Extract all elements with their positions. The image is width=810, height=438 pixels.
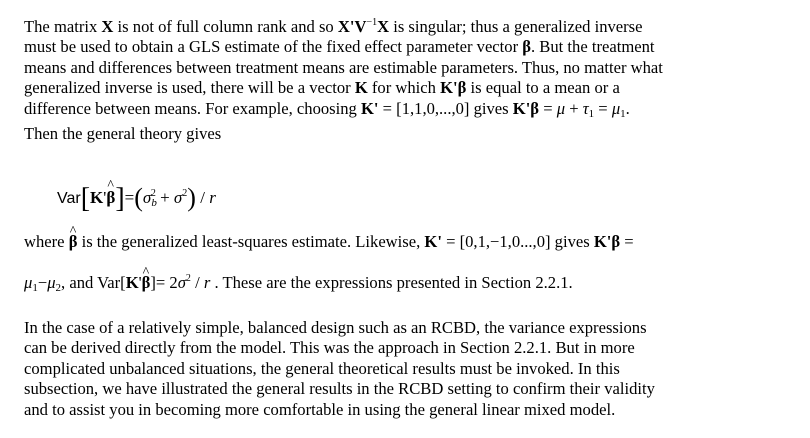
p3-line-2: can be derived directly from the model. This was the approach in Section 2.2.1. But in more xyxy=(24,338,635,358)
paragraph-gls-estimability xyxy=(24,13,796,144)
p2-line-2: $\mu_1-\mu_2$, and Var[K'^ $\beta]= 2\sigma^2 / r$ . These are the expressions presented in Section 2.2.1. xyxy=(24,269,796,298)
p1-line-4: generalized inverse is used, there will be a vector K for which K'β is equal to a mean or a xyxy=(24,78,620,98)
p1-line-6: Then the general theory gives xyxy=(24,124,222,144)
p3-line-3: complicated unbalanced situations, the general theoretical results must be invoked. In this xyxy=(24,358,620,378)
p1-line-5: difference between means. For example, choosing K' = [1,1,0,...,0] gives $K'\beta = \mu + \tau_1 = \mu_1$. xyxy=(24,98,630,120)
p1-line-3: means and differences between treatment means are estimable parameters. Thus, no matter what xyxy=(24,57,663,77)
variance-equation: Var[K'^ $\beta]=(\sigma_b^2 + \sigma^2) / r$ xyxy=(57,183,387,223)
paragraph-estimate-explanation xyxy=(24,232,796,298)
p1-line-2: must be used to obtain a GLS estimate of the fixed effect parameter vector β. But the treatment xyxy=(24,37,655,57)
p2-line-1: where ^ β is the generalized least-squares estimate. Likewise, K' = [0,1,−1,0...,0] gives K'β = xyxy=(24,232,634,251)
p3-line-5: and to assist you in becoming more comfortable in using the general linear mixed model. xyxy=(24,399,616,419)
paragraph-rcbd-summary xyxy=(24,318,796,420)
p3-line-4: subsection, we have illustrated the general results in the RCBD setting to confirm their validity xyxy=(24,379,655,399)
p3-line-1: In the case of a relatively simple, balanced design such as an RCBD, the variance expressions xyxy=(24,318,647,337)
p1-line-1: The matrix X is not of full column rank and so $X'V^{-1}X$ is singular; thus a generalized inverse xyxy=(24,17,643,36)
